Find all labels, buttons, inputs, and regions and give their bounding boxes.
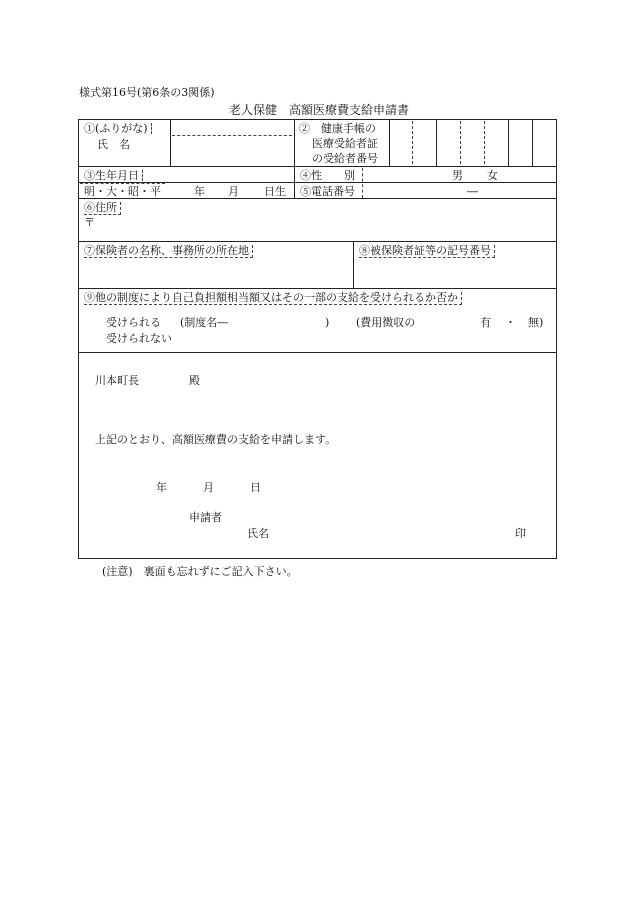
birth-day-label: 日生 — [264, 185, 286, 198]
insurer-input[interactable] — [82, 262, 350, 286]
addressee-name: 川本町長 — [95, 374, 139, 387]
form-title: 老人保健 高額医療費支給申請書 — [229, 103, 410, 117]
name-furigana-label: ①(ふりがな) — [84, 123, 152, 134]
phone-label: ⑤電話番号 — [300, 185, 355, 198]
birth-era-options[interactable]: 明・大・昭・平 — [84, 185, 161, 198]
fee-yes-option[interactable]: 有 — [480, 316, 491, 329]
sex-label: ④性 別 — [300, 169, 355, 182]
notebook-label-line2: 医療受給者証 — [312, 137, 378, 150]
date-day-label: 日 — [250, 481, 261, 494]
birthdate-label: ③生年月日 — [84, 170, 143, 181]
notebook-label-line3: の受給者番号 — [312, 152, 378, 165]
seal-mark: 印 — [515, 527, 526, 540]
insured-number-input[interactable] — [357, 262, 553, 286]
date-year-label: 年 — [156, 481, 167, 494]
fee-no-option[interactable]: 無) — [528, 316, 544, 329]
address-label: ⑥住所 — [84, 202, 121, 215]
address-input[interactable] — [100, 215, 550, 239]
application-statement: 上記のとおり、高額医療費の支給を申請します。 — [95, 433, 337, 446]
other-system-label: ⑨他の制度により自己負担額相当額又はその一部の支給を受けられるか否か — [84, 292, 462, 305]
birth-month-label: 月 — [228, 185, 239, 198]
notebook-label-line1: ② 健康手帳の — [299, 122, 376, 135]
recipient-number-input[interactable] — [413, 122, 507, 164]
fee-collection-label: (費用徴収の — [356, 316, 416, 329]
system-name-label: (制度名― — [180, 316, 229, 329]
applicant-name-label: 氏名 — [247, 527, 269, 540]
insurer-label: ⑦保険者の名称、事務所の所在地 — [84, 245, 253, 258]
applicant-label: 申請者 — [189, 511, 222, 524]
insured-number-label: ⑧被保険者証等の記号番号 — [359, 245, 495, 258]
sex-female-option[interactable]: 女 — [487, 169, 498, 182]
system-name-close: ) — [325, 316, 330, 329]
phone-separator: ― — [467, 185, 478, 198]
postal-mark: 〒 — [84, 216, 95, 229]
addressee-honorific: 殿 — [189, 374, 200, 387]
applicant-name-input[interactable] — [280, 525, 500, 543]
date-month-label: 月 — [203, 481, 214, 494]
can-receive-option[interactable]: 受けられる — [106, 316, 161, 329]
cannot-receive-option[interactable]: 受けられない — [106, 332, 172, 345]
birth-year-label: 年 — [194, 185, 205, 198]
sex-male-option[interactable]: 男 — [452, 169, 463, 182]
name-label: 氏 名 — [97, 138, 130, 151]
fee-dot: ・ — [505, 316, 516, 329]
caution-note: (注意) 裏面も忘れずにご記入下さい。 — [102, 565, 298, 578]
form-number: 様式第16号(第6条の3関係) — [79, 86, 215, 99]
